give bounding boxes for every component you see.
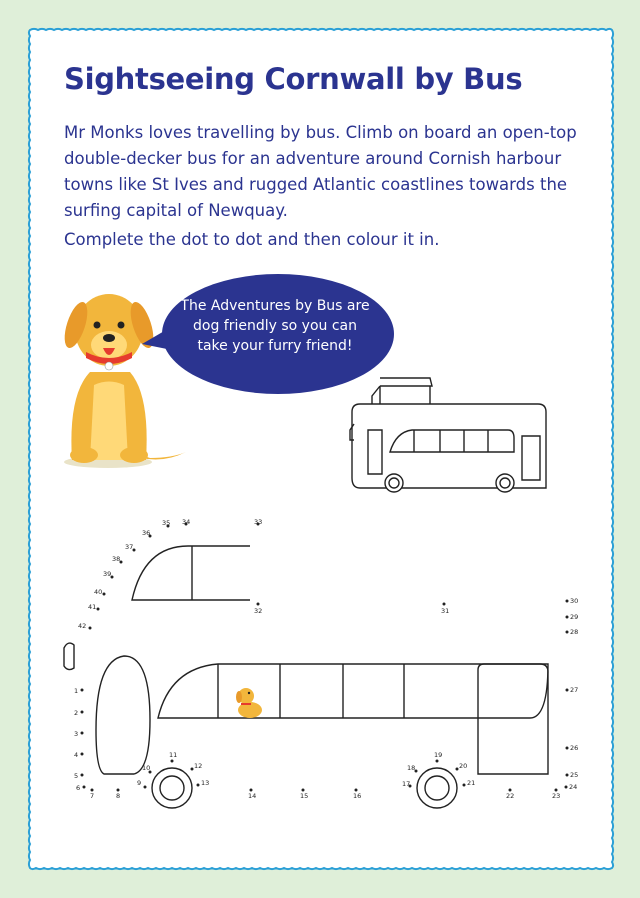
dot-40 — [103, 593, 106, 596]
dot-label-1: 1 — [74, 687, 79, 695]
dot-9 — [144, 786, 147, 789]
speech-bubble-text: The Adventures by Bus are dog friendly so you can take your furry friend! — [180, 298, 370, 354]
dot-label-4: 4 — [74, 751, 79, 759]
dot-29 — [566, 616, 569, 619]
dot-label-19: 19 — [434, 751, 443, 759]
dot-label-28: 28 — [570, 628, 579, 636]
dot-label-37: 37 — [125, 543, 134, 551]
dot-19 — [436, 760, 439, 763]
dot-label-29: 29 — [570, 613, 579, 621]
instruction-text: Complete the dot to dot and then colour it in. — [64, 230, 440, 249]
dot-label-18: 18 — [407, 764, 416, 772]
dot-30 — [566, 600, 569, 603]
dot-11 — [171, 760, 174, 763]
dot-2 — [81, 711, 84, 714]
dot-label-24: 24 — [569, 783, 578, 791]
numbered-dots — [74, 518, 578, 800]
dot-label-31: 31 — [441, 607, 450, 615]
dot-13 — [197, 784, 200, 787]
window-dog-icon — [236, 688, 262, 718]
dot-label-15: 15 — [300, 792, 309, 800]
dot-label-35: 35 — [162, 519, 171, 527]
dot-31 — [443, 603, 446, 606]
dot-21 — [463, 784, 466, 787]
dot-label-21: 21 — [467, 779, 476, 787]
dot-28 — [566, 631, 569, 634]
dot-to-dot-bus-lines — [64, 546, 548, 808]
dot-24 — [565, 786, 568, 789]
dot-1 — [81, 689, 84, 692]
dot-label-23: 23 — [552, 792, 561, 800]
dot-label-41: 41 — [88, 603, 97, 611]
dot-label-11: 11 — [169, 751, 178, 759]
intro-paragraph: Mr Monks loves travelling by bus. Climb on board an open-top double-decker bus for an adventure around Cornish harbour towns like St Ives and rugged Atlantic coastlines towards the surfing capital of Newquay. — [64, 123, 577, 220]
dot-label-17: 17 — [402, 780, 411, 788]
dot-26 — [566, 747, 569, 750]
dot-label-2: 2 — [74, 709, 79, 717]
dot-4 — [81, 753, 84, 756]
dot-label-6: 6 — [76, 784, 81, 792]
dot-32 — [257, 603, 260, 606]
dot-label-42: 42 — [78, 622, 87, 630]
dot-label-13: 13 — [201, 779, 210, 787]
dot-label-26: 26 — [570, 744, 579, 752]
dot-label-22: 22 — [506, 792, 515, 800]
dot-label-7: 7 — [90, 792, 95, 800]
dot-41 — [97, 608, 100, 611]
dot-label-33: 33 — [254, 518, 263, 526]
dot-label-34: 34 — [182, 518, 191, 526]
dot-5 — [81, 774, 84, 777]
dot-label-5: 5 — [74, 772, 79, 780]
dot-label-27: 27 — [570, 686, 579, 694]
dot-label-9: 9 — [137, 779, 142, 787]
dot-42 — [89, 627, 92, 630]
dot-label-40: 40 — [94, 588, 103, 596]
dot-6 — [83, 786, 86, 789]
dot-label-12: 12 — [194, 762, 203, 770]
dot-label-25: 25 — [570, 771, 579, 779]
dot-label-10: 10 — [142, 764, 151, 772]
dot-label-38: 38 — [112, 555, 121, 563]
page-title: Sightseeing Cornwall by Bus — [64, 62, 523, 96]
dot-label-8: 8 — [116, 792, 121, 800]
reference-bus-drawing — [350, 378, 546, 492]
dot-label-3: 3 — [74, 730, 79, 738]
dot-label-36: 36 — [142, 529, 151, 537]
dot-label-39: 39 — [103, 570, 112, 578]
dot-label-32: 32 — [254, 607, 263, 615]
dot-label-20: 20 — [459, 762, 468, 770]
dot-3 — [81, 732, 84, 735]
dot-label-16: 16 — [353, 792, 362, 800]
dot-27 — [566, 689, 569, 692]
dot-label-30: 30 — [570, 597, 579, 605]
dot-25 — [566, 774, 569, 777]
dot-label-14: 14 — [248, 792, 257, 800]
